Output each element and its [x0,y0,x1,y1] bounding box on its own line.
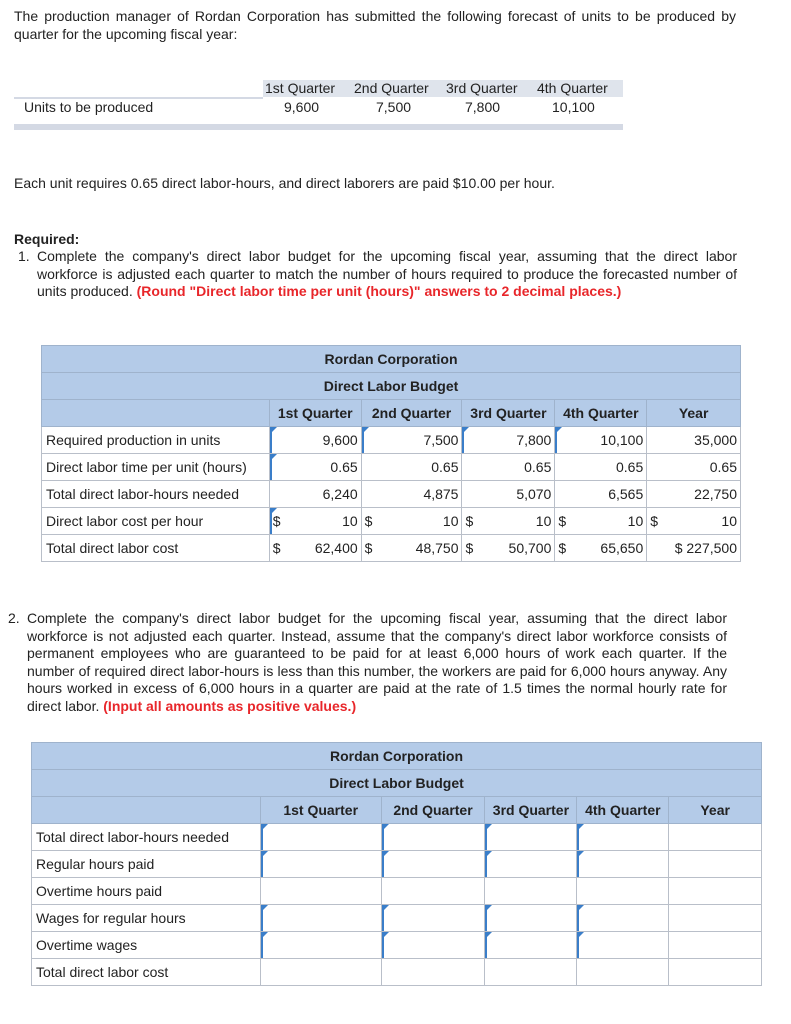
row-label: Overtime wages [32,932,261,959]
b2-regular-hours-q3-input[interactable] [485,851,577,878]
b2-total-cost-year [669,959,762,986]
total-cost-q3 [462,535,555,562]
currency-symbol: $ [465,540,474,556]
b2-hours-needed-q2-input[interactable] [381,824,485,851]
table-row [42,508,741,535]
production-year: 35,000 [647,427,741,454]
table-row [32,959,762,986]
production-q2-input[interactable]: 7,500 [361,427,462,454]
row-label: Direct labor time per unit (hours) [42,454,270,481]
cost-per-hour-q4-value: 10 [627,513,644,529]
budget2-col-q2: 2nd Quarter [381,797,485,824]
b2-total-cost-q1 [260,959,381,986]
budget1-col-q3: 3rd Quarter [462,400,555,427]
b2-regular-hours-q4-input[interactable] [577,851,669,878]
budget2-title: Direct Labor Budget [32,770,762,797]
table-row [42,481,741,508]
q1-body: Complete the company's direct labor budget for the upcoming fiscal year, assuming that the direct labor workforce is adjusted each quarter to match the number of hours required to produce the forecasted number of units produced. [37,248,737,299]
b2-hours-needed-q1-input[interactable] [260,824,381,851]
b2-total-cost-q3 [485,959,577,986]
b2-regular-wages-q1-input[interactable] [260,905,381,932]
b2-total-cost-q4 [577,959,669,986]
time-per-unit-q1-input[interactable]: 0.65 [269,454,361,481]
b2-overtime-wages-q4-input[interactable] [577,932,669,959]
currency-symbol: $ [558,513,567,529]
q1-note: (Round "Direct labor time per unit (hours)" answers to 2 decimal places.) [136,283,622,299]
currency-symbol: $ [558,540,567,556]
forecast-col-q2: 2nd Quarter [354,80,429,96]
time-per-unit-q2: 0.65 [361,454,462,481]
b2-hours-needed-year [669,824,762,851]
table-row [32,824,762,851]
cost-per-hour-q1-value: 10 [342,513,358,529]
b2-overtime-wages-q1-input[interactable] [260,932,381,959]
total-cost-q4-value: 65,650 [600,540,644,556]
total-cost-q1-value: 62,400 [314,540,358,556]
currency-symbol: $ [674,540,683,556]
budget2-header-blank [32,797,261,824]
budget-table-2 [31,742,762,986]
time-per-unit-q4: 0.65 [555,454,647,481]
total-cost-q3-value: 50,700 [508,540,552,556]
total-cost-q2 [361,535,462,562]
forecast-col-q3: 3rd Quarter [446,80,518,96]
budget-table-1 [41,345,741,562]
table-row [32,851,762,878]
b2-regular-wages-year [669,905,762,932]
budget1-col-q1: 1st Quarter [269,400,361,427]
budget1-col-year: Year [647,400,741,427]
b2-regular-hours-q1-input[interactable] [260,851,381,878]
budget2-col-year: Year [669,797,762,824]
forecast-row-label: Units to be produced [24,99,154,115]
forecast-col-q4: 4th Quarter [537,80,608,96]
row-label: Required production in units [42,427,270,454]
b2-overtime-hours-q4 [577,878,669,905]
hours-needed-q1: 6,240 [269,481,361,508]
budget1-col-q4: 4th Quarter [555,400,647,427]
cost-per-hour-year [647,508,741,535]
forecast-col-q1: 1st Quarter [265,80,336,96]
table-row [32,905,762,932]
table-row [32,932,762,959]
table-row [32,878,762,905]
production-q3-input[interactable]: 7,800 [462,427,555,454]
b2-overtime-wages-year [669,932,762,959]
row-label: Overtime hours paid [32,878,261,905]
forecast-bottom-bar [14,124,623,130]
b2-overtime-wages-q3-input[interactable] [485,932,577,959]
row-label: Total direct labor cost [32,959,261,986]
row-label: Total direct labor-hours needed [42,481,270,508]
intro-text: The production manager of Rordan Corporation has submitted the following forecast of units to be produced by quarter for the upcoming fiscal year: [14,8,736,42]
b2-hours-needed-q4-input[interactable] [577,824,669,851]
q2-number: 2. [8,610,20,626]
row-label: Direct labor cost per hour [42,508,270,535]
cost-per-hour-q2-value: 10 [442,513,459,529]
b2-regular-hours-year [669,851,762,878]
forecast-value-q2: 7,500 [376,99,412,115]
required-heading: Required: [14,231,80,247]
table-row [42,535,741,562]
b2-overtime-hours-year [669,878,762,905]
q2-text [27,610,727,715]
b2-regular-wages-q4-input[interactable] [577,905,669,932]
q2-body: Complete the company's direct labor budget for the upcoming fiscal year, assuming that the direct labor workforce is not adjusted each quarter. Instead, assume that the company's direct labor workforce consists of permanent employees who are guaranteed to be paid for at least 6,000 hours of work each quarter. If the number of required direct labor-hours is less than this number, the workers are paid for 6,000 hours anyway. Any hours worked in excess of 6,000 hours in a quarter are paid at the rate of 1.5 times the normal hourly rate for direct labor. [27,610,727,714]
cost-per-hour-q2 [361,508,462,535]
q2-note: (Input all amounts as positive values.) [103,697,357,714]
cost-per-hour-q3 [462,508,555,535]
hours-needed-q3: 5,070 [462,481,555,508]
forecast-value-q1: 9,600 [284,99,320,115]
b2-overtime-hours-q3 [485,878,577,905]
currency-symbol: $ [364,513,373,529]
production-q1-input[interactable]: 9,600 [269,427,361,454]
table-row [42,454,741,481]
cost-per-hour-q3-value: 10 [535,513,552,529]
b2-overtime-wages-q2-input[interactable] [381,932,485,959]
budget2-col-q1: 1st Quarter [260,797,381,824]
hours-needed-q2: 4,875 [361,481,462,508]
cost-per-hour-year-value: 10 [721,513,737,529]
budget2-col-q3: 3rd Quarter [485,797,577,824]
time-per-unit-year: 0.65 [647,454,741,481]
labor-note: Each unit requires 0.65 direct labor-hours, and direct laborers are paid $10.00 per hour. [14,175,555,191]
budget1-col-q2: 2nd Quarter [361,400,462,427]
budget2-col-q4: 4th Quarter [577,797,669,824]
production-q4-input[interactable]: 10,100 [555,427,647,454]
row-label: Regular hours paid [32,851,261,878]
q1-text [37,248,737,301]
total-cost-q4 [555,535,647,562]
cost-per-hour-q1-input[interactable] [269,508,361,535]
budget1-header-blank [42,400,270,427]
b2-overtime-hours-q2 [381,878,485,905]
currency-symbol: $ [272,513,281,529]
hours-needed-year: 22,750 [647,481,741,508]
forecast-value-q4: 10,100 [552,99,595,115]
currency-symbol: $ [364,540,373,556]
currency-symbol: $ [650,513,659,529]
total-cost-q1 [269,535,361,562]
row-label: Total direct labor-hours needed [32,824,261,851]
b2-regular-wages-q2-input[interactable] [381,905,485,932]
total-cost-year-value: 227,500 [686,540,737,556]
b2-hours-needed-q3-input[interactable] [485,824,577,851]
row-label: Wages for regular hours [32,905,261,932]
cost-per-hour-q4 [555,508,647,535]
table-row [42,427,741,454]
total-cost-q2-value: 48,750 [415,540,459,556]
b2-regular-hours-q2-input[interactable] [381,851,485,878]
hours-needed-q4: 6,565 [555,481,647,508]
time-per-unit-q3: 0.65 [462,454,555,481]
q1-number: 1. [18,248,30,264]
b2-total-cost-q2 [381,959,485,986]
budget1-company: Rordan Corporation [42,346,741,373]
budget2-company: Rordan Corporation [32,743,762,770]
b2-overtime-hours-q1 [260,878,381,905]
budget1-title: Direct Labor Budget [42,373,741,400]
forecast-value-q3: 7,800 [465,99,501,115]
b2-regular-wages-q3-input[interactable] [485,905,577,932]
total-cost-year [647,535,741,562]
currency-symbol: $ [272,540,281,556]
currency-symbol: $ [465,513,474,529]
row-label: Total direct labor cost [42,535,270,562]
